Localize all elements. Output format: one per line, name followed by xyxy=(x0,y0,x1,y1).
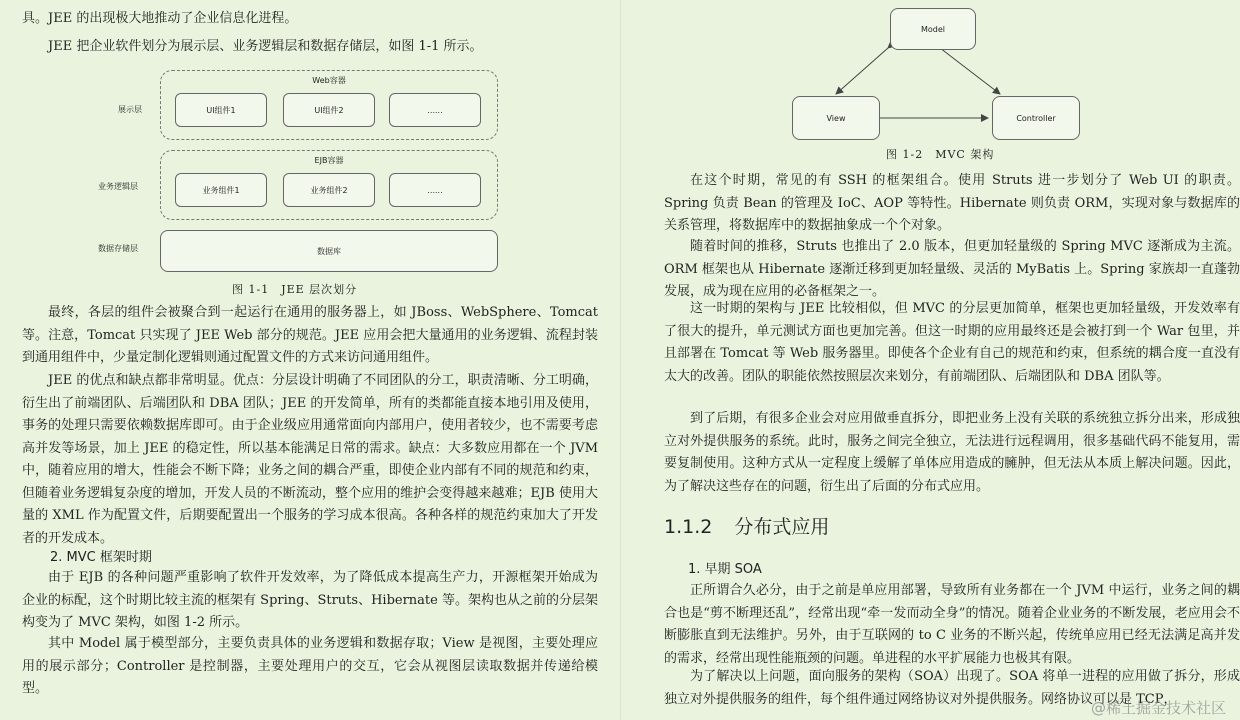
paragraph: 到了后期，有很多企业会对应用做垂直拆分，即把业务上没有关联的系统独立拆分出来，形成独立对外提供服务的系统。此时，服务之间完全独立，无法进行远程调用，很多基础代码不能复用，需要复制使用。这种方式从一定程度上缓解了单体应用造成的臃肿，但无法从本质上解决问题。因此，为了解决这些存在的问题，衍生出了后面的分布式应用。 xyxy=(664,411,1240,494)
figure-caption: 图 1-2 MVC 架构 xyxy=(886,148,995,161)
ejb-container-title: EJB容器 xyxy=(314,156,344,165)
paragraph: 随着时间的推移，Struts 也推出了 2.0 版本，但更加轻量级的 Spring MVC 逐渐成为主流。ORM 框架也从 Hibernate 逐渐迁移到更加轻量级、灵活的 MyBatis 上。Spring 家族却一直蓬勃发展，成为现在应用的必备框架之一。 xyxy=(664,239,1240,299)
section-heading: 2. MVC 框架时期 xyxy=(50,550,152,565)
paragraph: 正所谓合久必分，由于之前是单应用部署，导致所有业务都在一个 JVM 中运行，业务之间的耦合也是“剪不断理还乱”，经常出现“牵一发而动全身”的情况。随着企业业务的不断发展，老应用会不断膨胀直到无法维护。另外，由于互联网的 to C 业务的不断兴起，传统单应用已经无法满足高并发的需求，经常出现性能瓶颈的问题。单进程的水平扩展能力也极其有限。 xyxy=(664,583,1240,666)
paragraph: 具。JEE 的出现极大地推动了企业信息化进程。 xyxy=(22,11,298,26)
watermark: @稀土掘金技术社区 xyxy=(1090,699,1226,717)
row-label: 业务逻辑层 xyxy=(98,182,138,191)
ui-component: UI组件1 xyxy=(175,93,267,127)
page-divider xyxy=(620,0,621,720)
ui-component: ...... xyxy=(389,93,481,127)
model-node: Model xyxy=(890,8,976,50)
controller-node: Controller xyxy=(992,96,1080,140)
business-component: 业务组件2 xyxy=(283,173,375,207)
figure-mvc xyxy=(640,0,1240,165)
figure-jee-layers xyxy=(0,60,600,300)
view-node: View xyxy=(792,96,880,140)
section-number: 1.1.2 xyxy=(664,516,713,538)
left-page xyxy=(0,0,600,720)
paragraph: 为了解决以上问题，面向服务的架构（SOA）出现了。SOA 将单一进程的应用做了拆分，形成独立对外提供服务的组件，每个组件通过网络协议对外提供服务。网络协议可以是 TCP， xyxy=(664,669,1240,707)
row-label: 数据存储层 xyxy=(98,244,138,253)
paragraph: 最终，各层的组件会被聚合到一起运行在通用的服务器上，如 JBoss、WebSphere、Tomcat 等。注意，Tomcat 只实现了 JEE Web 部分的规范。JEE 应用会把大量通用的业务逻辑、流程封装到通用组件中，少量定制化逻辑则通过配置文件的方式来访问通用组件。 xyxy=(22,305,598,365)
ejb-container xyxy=(160,150,498,220)
web-container xyxy=(160,70,498,140)
subsection-heading: 1. 早期 SOA xyxy=(688,562,762,577)
section-title: 分布式应用 xyxy=(734,516,830,538)
paragraph: JEE 的优点和缺点都非常明显。优点：分层设计明确了不同团队的分工，职责清晰、分工明确，衍生出了前端团队、后端团队和 DBA 团队；JEE 的开发简单，所有的类都能直接本地引用及使用，事务的处理只需要依赖数据库即可。由于企业级应用通常面向内部用户，使用者较少，也不需要考虑高并发等场景，加上 JEE 的稳定性，所以基本能满足日常的需求。缺点：大多数应用都在一个 JVM 中，随着应用的增大，性能会不断下降；业务之间的耦合严重，即使企业内部有不同的规范和约束，但随着业务逻辑复杂度的增加，开发人员的不断流动，整个应用的维护会变得越来越难；EJB 使用大量的 XML 作为配置文件，后期要配置出一个服务的学习成本很高。各种各样的规范约束加大了开发者的开发成本。 xyxy=(22,373,598,546)
paragraph: 这一时期的架构与 JEE 比较相似，但 MVC 的分层更加简单，框架也更加轻量级，开发效率有了很大的提升，单元测试方面也更加完善。但这一时期的应用最终还是会被打到一个 War 包里，并且部署在 Tomcat 等 Web 服务器里。即使各个企业有自己的规范和约束，但系统的耦合度一直没有太大的改善。团队的职能依然按照层次来划分，有前端团队、后端团队和 DBA 团队等。 xyxy=(664,301,1240,384)
figure-caption: 图 1-1 JEE 层次划分 xyxy=(232,283,358,296)
row-label: 展示层 xyxy=(118,105,142,114)
section-heading xyxy=(664,512,829,539)
database-box: 数据库 xyxy=(160,230,498,272)
web-container-title: Web容器 xyxy=(312,76,346,85)
paragraph: JEE 把企业软件划分为展示层、业务逻辑层和数据存储层，如图 1-1 所示。 xyxy=(48,39,483,54)
business-component: ...... xyxy=(389,173,481,207)
ui-component: UI组件2 xyxy=(283,93,375,127)
paragraph: 由于 EJB 的各种问题严重影响了软件开发效率，为了降低成本提高生产力，开源框架开始成为企业的标配，这个时期比较主流的框架有 Spring、Struts、Hibernate 等。架构也从之前的分层架构变为了 MVC 架构，如图 1-2 所示。 xyxy=(22,570,598,630)
business-component: 业务组件1 xyxy=(175,173,267,207)
paragraph: 在这个时期，常见的有 SSH 的框架组合。使用 Struts 进一步划分了 Web UI 的职责。Spring 负责 Bean 的管理及 IoC、AOP 等特性。Hibernate 则负责 ORM，实现对象与数据库的关系管理，将数据库中的数据抽象成一个个对象。 xyxy=(664,173,1240,233)
paragraph: 其中 Model 属于模型部分，主要负责具体的业务逻辑和数据存取；View 是视图，主要处理应用的展示部分；Controller 是控制器，主要处理用户的交互，它会从视图层读取数据并传递给模型。 xyxy=(22,636,598,696)
right-page xyxy=(640,0,1240,720)
